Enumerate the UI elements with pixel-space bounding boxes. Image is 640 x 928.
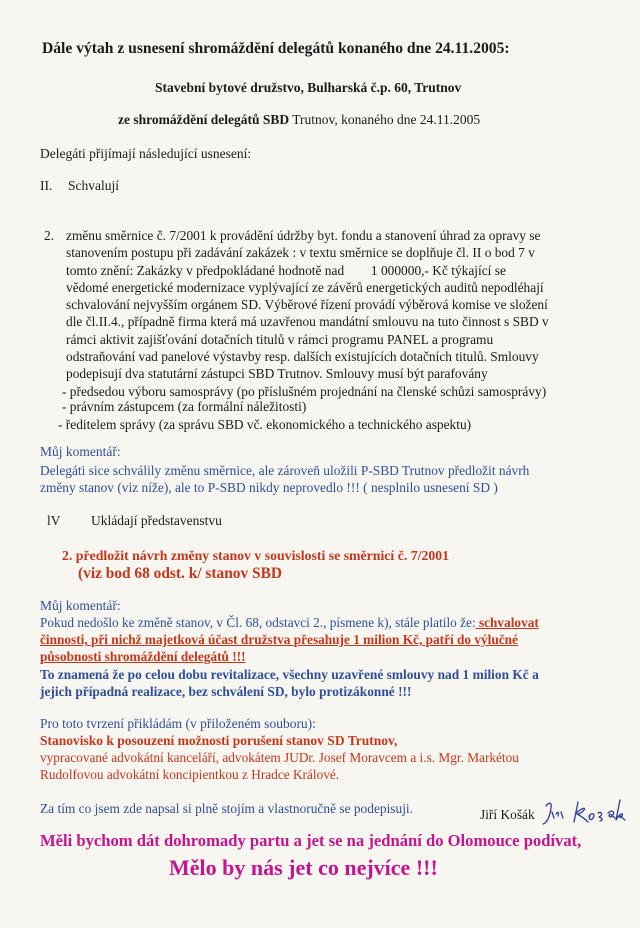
meeting-line-rest: Trutnov, konaného dne 24.11.2005 <box>289 112 481 127</box>
comment-2-label: Můj komentář: <box>40 598 121 613</box>
item-2-bullet: - předsedou výboru samosprávy (po příslušném projednání na členské schůzi samosprávy) <box>62 384 547 399</box>
appeal-line-2: Mělo by nás jet co nejvíce !!! <box>169 855 438 880</box>
meeting-line <box>118 112 480 128</box>
attachment-line: vypracované advokátní kanceláří, advokátem JUDr. Josef Moravcem a i.s. Mgr. Markétou <box>40 750 519 765</box>
section-ii-number: II. <box>40 178 53 193</box>
attachment-line: Rudolfovou advokátní koncipientkou z Hradce Králové. <box>40 767 340 782</box>
handwritten-signature <box>540 796 628 830</box>
comment-2-line-3: působnosti shromáždění delegátů !!! <box>40 649 246 664</box>
item-2-bullet: - právním zástupcem (za formální náležitosti) <box>62 399 307 414</box>
comment-1-text <box>40 462 529 497</box>
comment-2-line-1 <box>40 615 539 631</box>
comment-2-line-2: činnosti, při nichž majetková účast družstva přesahuje 1 milion Kč, patří do výlučné <box>40 632 518 647</box>
comment-2-line-1-red: schvalovat <box>475 615 539 630</box>
appeal-line-1: Měli bychom dát dohromady partu a jet se na jednání do Olomouce podívat, <box>40 831 582 850</box>
attachment-intro: Pro toto tvrzení přikládám (v přiloženém souboru): <box>40 716 316 731</box>
item-2-line: tomto znění: Zakázky v předpokládané hodnotě nad 1 000000,- Kč týkající se <box>66 262 506 278</box>
comment-1-label: Můj komentář: <box>40 444 121 459</box>
item-2-line: podepisují dva statutární zástupci SBD Trutnov. Smlouvy musí být parafovány <box>66 366 488 382</box>
signer-name: Jiří Košák <box>480 807 535 822</box>
section-iv-label: Ukládají představenstvu <box>91 513 222 528</box>
intro-line: Delegáti přijímají následující usnesení: <box>40 146 252 161</box>
section-iv-number: lV <box>47 513 61 528</box>
closing-statement: Za tím co jsem zde napsal si plně stojím a vlastnoručně se podepisuji. <box>40 801 413 816</box>
meeting-line-bold: ze shromáždění delegátů SBD <box>118 112 290 127</box>
comment-1-line: změny stanov (viz níže), ale to P-SBD nikdy neprovedlo !!! ( nesplnilo usnesení SD ) <box>40 480 498 496</box>
item-2b-line-2: (viz bod 68 odst. k/ stanov SBD <box>78 565 282 582</box>
item-2-number: 2. <box>44 228 55 243</box>
item-2-line: schvalování nejvyšším orgánem SD. Výběrové řízení provádí výběrová komise ve složení <box>66 297 548 313</box>
comment-2-bold-line: jejich případná realizace, bez schválení SD, bylo protizákonné !!! <box>40 684 412 699</box>
item-2-line: změnu směrnice č. 7/2001 k provádění údržby byt. fondu a stanovení úhrad za opravy se <box>66 228 541 243</box>
item-2-line: stanovením postupu při zadávání zakázek : v textu směrnice se doplňuje čl. II o bod 7 v <box>66 245 535 261</box>
item-2-line: rámci aktivit zajišťování dotačních titulů v rámci programu PANEL a programu <box>66 331 494 347</box>
item-2-bullet: - ředitelem správy (za správu SBD vč. ekonomického a technického aspektu) <box>58 417 472 432</box>
item-2b-line-1: 2. předložit návrh změny stanov v souvislosti se směrnicí č. 7/2001 <box>62 548 450 563</box>
item-2-line: odstraňování vad panelové výstavby resp. dalších existujících dotačních titulů. Smlouvy <box>66 349 539 365</box>
org-line: Stavební bytové družstvo, Bulharská č.p. 60, Trutnov <box>155 80 462 95</box>
item-2-line: dle čl.II.4., případně firma která má uzavřenou mandátní smlouvu na tuto činnost s SBD v <box>66 314 549 330</box>
comment-2-bold-line: To znamená že po celou dobu revitalizace, všechny uzavřené smlouvy nad 1 milion Kč a <box>40 667 539 682</box>
comment-2-bold-text <box>40 666 539 700</box>
comment-2-line-1-plain: Pokud nedošlo ke změně stanov, v Čl. 68, odstavci 2., písmene k), stále platilo že: <box>40 615 476 630</box>
item-2-line: vědomé energetické modernizace vyplývající ze závěrů energetických auditů nepodléhají <box>66 279 544 295</box>
comment-1-line: Delegáti sice schválily změnu směrnice, ale zároveň uložili P-SBD Trutnov předložit návrh <box>40 463 530 478</box>
section-ii-label: Schvalují <box>68 178 119 193</box>
attachment-title: Stanovisko k posouzení možnosti porušení stanov SD Trutnov, <box>40 733 398 748</box>
item-2-text <box>66 227 549 383</box>
document-title: Dále výtah z usnesení shromáždění delegátů konaného dne 24.11.2005: <box>42 40 510 57</box>
